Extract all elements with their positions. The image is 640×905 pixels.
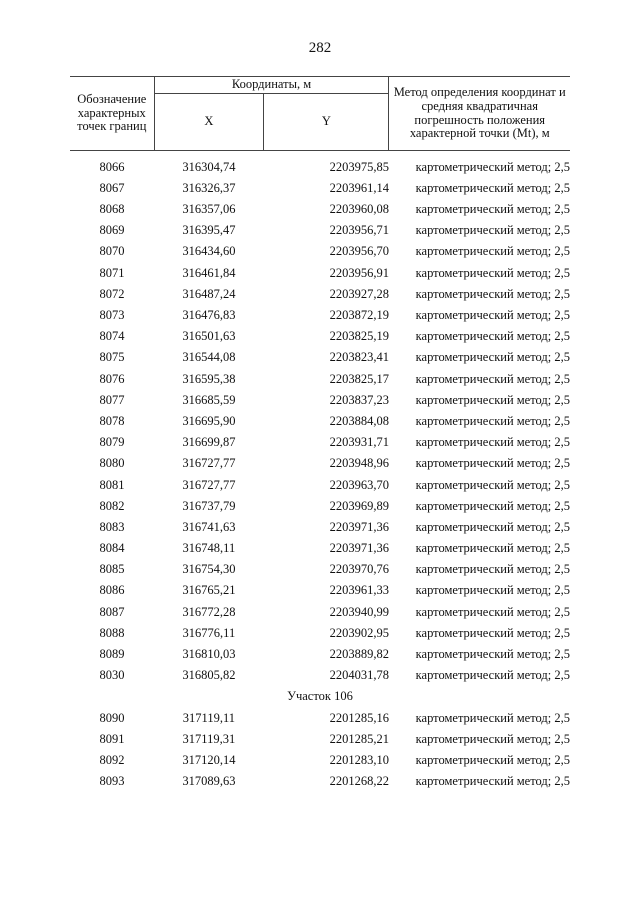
table-row (70, 666, 570, 687)
y-value: 2203884,08 (329, 413, 389, 428)
y-value: 2203961,33 (329, 583, 389, 598)
method-value: картометрический метод; 2,5 (415, 329, 570, 344)
y-value: 2203825,17 (329, 371, 389, 386)
y-value: 2203927,28 (329, 286, 389, 301)
y-value: 2203963,70 (329, 477, 389, 492)
table-row (70, 602, 570, 623)
section-header-group (70, 687, 570, 708)
point-number: 8085 (99, 562, 125, 577)
method-value: картометрический метод; 2,5 (415, 477, 570, 492)
x-value: 316544,08 (182, 350, 236, 365)
x-value: 316810,03 (182, 647, 236, 662)
point-number: 8074 (99, 329, 125, 344)
x-value: 316737,79 (182, 498, 236, 513)
table-row (70, 305, 570, 326)
table-row (70, 644, 570, 665)
x-value: 316685,59 (182, 392, 236, 407)
method-value: картометрический метод; 2,5 (415, 731, 570, 746)
method-value: картометрический метод; 2,5 (415, 202, 570, 217)
point-number: 8084 (99, 541, 125, 556)
method-value: картометрический метод; 2,5 (415, 159, 570, 174)
point-number: 8083 (99, 519, 125, 534)
method-value: картометрический метод; 2,5 (415, 286, 570, 301)
point-number: 8087 (99, 604, 125, 619)
section-title: Участок 106 (287, 689, 353, 704)
table-row (70, 475, 570, 496)
y-value: 2203823,41 (329, 350, 389, 365)
y-value: 2203975,85 (329, 159, 389, 174)
x-value: 316776,11 (182, 625, 236, 640)
table-body-secondary (70, 708, 570, 793)
method-value: картометрический метод; 2,5 (415, 392, 570, 407)
x-value: 316595,38 (182, 371, 236, 386)
x-value: 316741,63 (182, 519, 236, 534)
table-row (70, 581, 570, 602)
method-value: картометрический метод; 2,5 (415, 350, 570, 365)
table-row (70, 496, 570, 517)
point-number: 8078 (99, 413, 125, 428)
y-value: 2203971,36 (329, 519, 389, 534)
table-row (70, 454, 570, 475)
table-row (70, 157, 570, 178)
table-row (70, 348, 570, 369)
method-value: картометрический метод; 2,5 (415, 180, 570, 195)
header-x: X (154, 94, 264, 151)
table-row (70, 178, 570, 199)
method-value: картометрический метод; 2,5 (415, 668, 570, 683)
point-number: 8089 (99, 647, 125, 662)
method-value: картометрический метод; 2,5 (415, 774, 570, 789)
method-value: картометрический метод; 2,5 (415, 647, 570, 662)
y-value: 2203969,89 (329, 498, 389, 513)
header-point-name: Обозначение характерных точек границ (70, 77, 154, 151)
table-row (70, 199, 570, 220)
table-row (70, 623, 570, 644)
method-value: картометрический метод; 2,5 (415, 223, 570, 238)
table-row (70, 771, 570, 792)
method-value: картометрический метод; 2,5 (415, 371, 570, 386)
y-value: 2203948,96 (329, 456, 389, 471)
method-value: картометрический метод; 2,5 (415, 541, 570, 556)
method-value: картометрический метод; 2,5 (415, 710, 570, 725)
table-row (70, 517, 570, 538)
table-body-primary (70, 151, 570, 687)
point-number: 8081 (99, 477, 125, 492)
x-value: 317089,63 (182, 774, 236, 789)
y-value: 2203960,08 (329, 202, 389, 217)
method-value: картометрический метод; 2,5 (415, 265, 570, 280)
point-number: 8076 (99, 371, 125, 386)
table-row (70, 221, 570, 242)
x-value: 316727,77 (182, 456, 236, 471)
x-value: 316695,90 (182, 413, 236, 428)
method-value: картометрический метод; 2,5 (415, 244, 570, 259)
table-row (70, 708, 570, 729)
point-number: 8067 (99, 180, 125, 195)
y-value: 2203971,36 (329, 541, 389, 556)
method-value: картометрический метод; 2,5 (415, 413, 570, 428)
method-value: картометрический метод; 2,5 (415, 583, 570, 598)
x-value: 316461,84 (182, 265, 236, 280)
x-value: 316326,37 (182, 180, 236, 195)
x-value: 316772,28 (182, 604, 236, 619)
point-number: 8077 (99, 392, 125, 407)
table-row (70, 284, 570, 305)
method-value: картометрический метод; 2,5 (415, 562, 570, 577)
x-value: 317120,14 (182, 752, 236, 767)
y-value: 2203970,76 (329, 562, 389, 577)
x-value: 316487,24 (182, 286, 236, 301)
x-value: 316699,87 (182, 435, 236, 450)
method-value: картометрический метод; 2,5 (415, 604, 570, 619)
coordinates-table (70, 76, 570, 793)
point-number: 8068 (99, 202, 125, 217)
x-value: 316395,47 (182, 223, 236, 238)
x-value: 316357,06 (182, 202, 236, 217)
point-number: 8093 (99, 774, 125, 789)
point-number: 8086 (99, 583, 125, 598)
y-value: 2203961,14 (329, 180, 389, 195)
page-number: 282 (308, 40, 332, 56)
x-value: 316748,11 (182, 541, 236, 556)
point-number: 8080 (99, 456, 125, 471)
x-value: 316434,60 (182, 244, 236, 259)
table-row (70, 327, 570, 348)
method-value: картометрический метод; 2,5 (415, 456, 570, 471)
point-number: 8070 (99, 244, 125, 259)
x-value: 316727,77 (182, 477, 236, 492)
method-value: картометрический метод; 2,5 (415, 308, 570, 323)
point-number: 8073 (99, 308, 125, 323)
x-value: 317119,31 (182, 731, 236, 746)
y-value: 2201268,22 (329, 774, 389, 789)
point-number: 8091 (99, 731, 125, 746)
point-number: 8090 (99, 710, 125, 725)
y-value: 2203825,19 (329, 329, 389, 344)
x-value: 316304,74 (182, 159, 236, 174)
table-row (70, 750, 570, 771)
table-row (70, 729, 570, 750)
y-value: 2203956,71 (329, 223, 389, 238)
y-value: 2203931,71 (329, 435, 389, 450)
y-value: 2204031,78 (329, 668, 389, 683)
y-value: 2203956,91 (329, 265, 389, 280)
header-coordinates: Координаты, м (154, 77, 389, 94)
point-number: 8066 (99, 159, 125, 174)
table-row (70, 263, 570, 284)
table-row (70, 411, 570, 432)
y-value: 2203837,23 (329, 392, 389, 407)
point-number: 8030 (99, 668, 125, 683)
table-row (70, 538, 570, 559)
x-value: 316765,21 (182, 583, 236, 598)
y-value: 2201285,21 (329, 731, 389, 746)
x-value: 316476,83 (182, 308, 236, 323)
x-value: 317119,11 (182, 710, 235, 725)
method-value: картометрический метод; 2,5 (415, 752, 570, 767)
y-value: 2203940,99 (329, 604, 389, 619)
point-number: 8088 (99, 625, 125, 640)
header-method: Метод определения координат и средняя квадратичная погрешность положения характерной точки (Mt), м (389, 77, 570, 151)
point-number: 8082 (99, 498, 125, 513)
table-row (70, 560, 570, 581)
point-number: 8071 (99, 265, 125, 280)
y-value: 2201285,16 (329, 710, 389, 725)
table-row (70, 369, 570, 390)
point-number: 8079 (99, 435, 125, 450)
table-row (70, 242, 570, 263)
point-number: 8069 (99, 223, 125, 238)
method-value: картометрический метод; 2,5 (415, 519, 570, 534)
y-value: 2203902,95 (329, 625, 389, 640)
y-value: 2203872,19 (329, 308, 389, 323)
x-value: 316754,30 (182, 562, 236, 577)
point-number: 8092 (99, 752, 125, 767)
point-number: 8072 (99, 286, 125, 301)
x-value: 316805,82 (182, 668, 236, 683)
y-value: 2201283,10 (329, 752, 389, 767)
method-value: картометрический метод; 2,5 (415, 498, 570, 513)
y-value: 2203956,70 (329, 244, 389, 259)
table-row (70, 432, 570, 453)
header-y: Y (264, 94, 389, 151)
point-number: 8075 (99, 350, 125, 365)
x-value: 316501,63 (182, 329, 236, 344)
table-row (70, 390, 570, 411)
method-value: картометрический метод; 2,5 (415, 625, 570, 640)
method-value: картометрический метод; 2,5 (415, 435, 570, 450)
y-value: 2203889,82 (329, 647, 389, 662)
